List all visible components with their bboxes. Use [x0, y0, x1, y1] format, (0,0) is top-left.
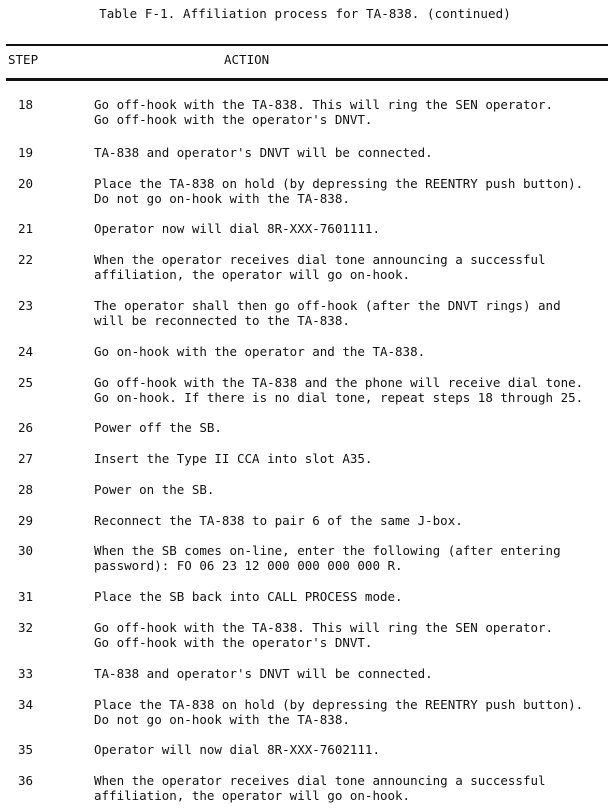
step-action: [94, 97, 606, 127]
step-action: [94, 513, 606, 528]
step-number: 33: [18, 666, 34, 681]
step-action: [94, 451, 606, 466]
action-line: Operator now will dial 8R-XXX-7601111.: [94, 221, 380, 236]
step-number: 35: [18, 742, 34, 757]
header-rule: [6, 78, 608, 81]
action-line: Place the TA-838 on hold (by depressing the REENTRY push button).: [94, 697, 584, 712]
table-title: Table F-1. Affiliation process for TA-838. (continued): [99, 6, 511, 21]
action-line: affiliation, the operator will go on-hook.: [94, 788, 411, 803]
action-line: When the operator receives dial tone announcing a successful: [94, 252, 546, 267]
step-number: 30: [18, 543, 34, 558]
step-action: [94, 773, 606, 803]
step-number: 25: [18, 375, 34, 390]
action-line: password): FO 06 23 12 000 000 000 000 R.: [94, 558, 403, 573]
step-number: 19: [18, 145, 34, 160]
header-action: ACTION: [224, 52, 270, 67]
action-line: The operator shall then go off-hook (after the DNVT rings) and: [94, 298, 561, 313]
step-number: 28: [18, 482, 34, 497]
header-step: STEP: [8, 52, 39, 67]
action-line: Insert the Type II CCA into slot A35.: [94, 451, 373, 466]
step-action: [94, 742, 606, 757]
step-number: 26: [18, 420, 34, 435]
step-number: 27: [18, 451, 34, 466]
step-number: 34: [18, 697, 34, 712]
action-line: will be reconnected to the TA-838.: [94, 313, 350, 328]
step-number: 18: [18, 97, 34, 112]
action-line: When the operator receives dial tone announcing a successful: [94, 773, 546, 788]
step-action: [94, 482, 606, 497]
action-line: Place the TA-838 on hold (by depressing the REENTRY push button).: [94, 176, 584, 191]
step-action: [94, 589, 606, 604]
action-line: Reconnect the TA-838 to pair 6 of the same J-box.: [94, 513, 463, 528]
step-action: [94, 145, 606, 160]
step-action: [94, 298, 606, 328]
action-line: TA-838 and operator's DNVT will be connected.: [94, 145, 433, 160]
step-action: [94, 697, 606, 727]
action-line: Go on-hook. If there is no dial tone, repeat steps 18 through 25.: [94, 390, 584, 405]
action-line: Place the SB back into CALL PROCESS mode.: [94, 589, 403, 604]
action-line: Power on the SB.: [94, 482, 215, 497]
step-number: 23: [18, 298, 34, 313]
step-action: [94, 620, 606, 650]
step-action: [94, 344, 606, 359]
action-line: TA-838 and operator's DNVT will be connected.: [94, 666, 433, 681]
action-line: Go on-hook with the operator and the TA-838.: [94, 344, 426, 359]
action-line: Go off-hook with the TA-838 and the phone will receive dial tone.: [94, 375, 584, 390]
step-action: [94, 252, 606, 282]
action-line: Go off-hook with the TA-838. This will ring the SEN operator.: [94, 97, 554, 112]
step-number: 32: [18, 620, 34, 635]
action-line: Operator will now dial 8R-XXX-7602111.: [94, 742, 380, 757]
action-line: Go off-hook with the operator's DNVT.: [94, 112, 373, 127]
action-line: When the SB comes on-line, enter the following (after entering: [94, 543, 561, 558]
step-number: 21: [18, 221, 34, 236]
step-action: [94, 176, 606, 206]
step-number: 36: [18, 773, 34, 788]
step-number: 31: [18, 589, 34, 604]
step-action: [94, 420, 606, 435]
action-line: Go off-hook with the operator's DNVT.: [94, 635, 373, 650]
step-number: 29: [18, 513, 34, 528]
step-number: 20: [18, 176, 34, 191]
step-action: [94, 543, 606, 573]
step-action: [94, 666, 606, 681]
action-line: Go off-hook with the TA-838. This will ring the SEN operator.: [94, 620, 554, 635]
step-action: [94, 375, 606, 405]
step-number: 24: [18, 344, 34, 359]
action-line: Do not go on-hook with the TA-838.: [94, 191, 350, 206]
step-action: [94, 221, 606, 236]
top-rule: [6, 44, 608, 46]
action-line: Power off the SB.: [94, 420, 222, 435]
action-line: Do not go on-hook with the TA-838.: [94, 712, 350, 727]
action-line: affiliation, the operator will go on-hook.: [94, 267, 411, 282]
step-number: 22: [18, 252, 34, 267]
